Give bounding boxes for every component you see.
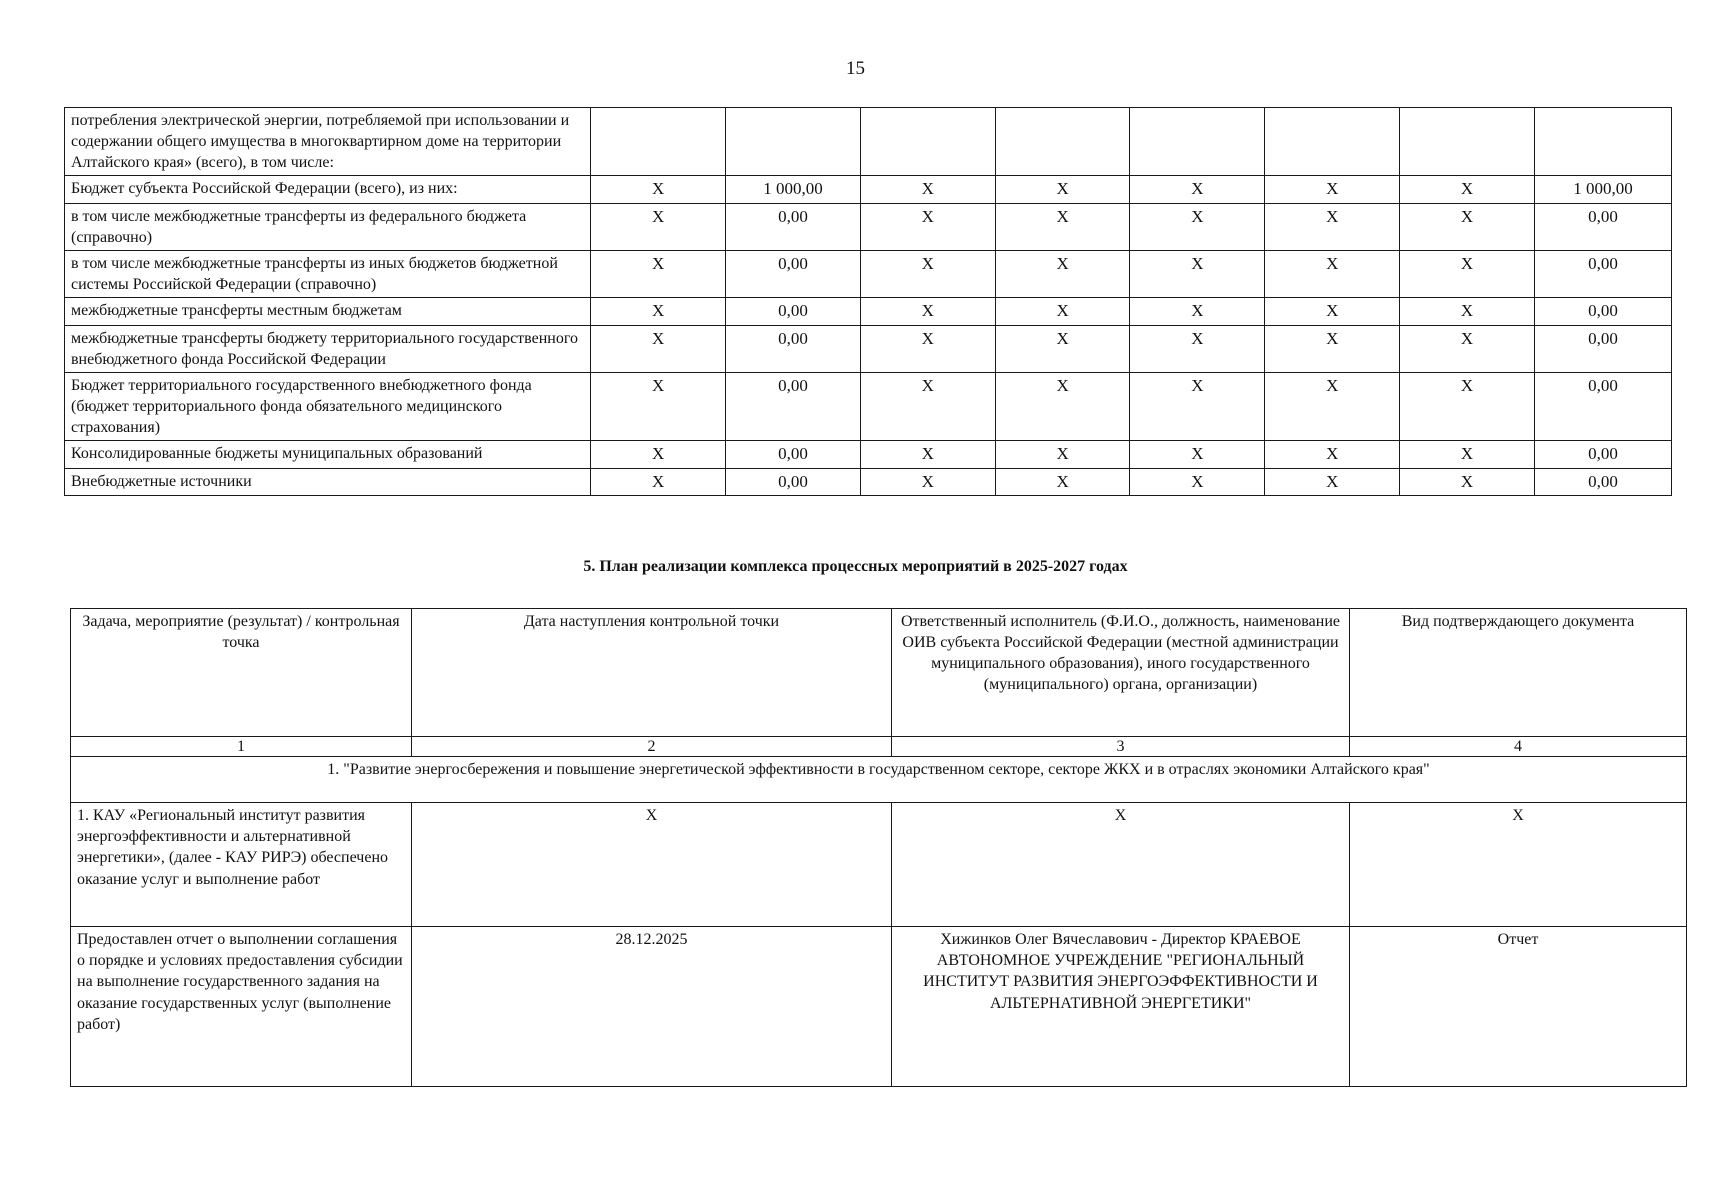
finance-row-label: Консолидированные бюджеты муниципальных образований <box>65 441 591 468</box>
finance-cell: 1 000,00 <box>1534 176 1671 203</box>
finance-cell: X <box>860 468 995 495</box>
finance-cell: 0,00 <box>726 203 861 250</box>
finance-row <box>65 468 1672 495</box>
finance-cell: X <box>1265 468 1400 495</box>
finance-cell: X <box>860 250 995 297</box>
finance-cell: X <box>1130 441 1265 468</box>
finance-cell: X <box>1400 176 1535 203</box>
finance-row-label: межбюджетные трансферты бюджету территориального государственного внебюджетного фонда Российской Федерации <box>65 325 591 372</box>
plan-task: Предоставлен отчет о выполнении соглашения о порядке и условиях предоставления субсидии на выполнение государственного задания на оказание государственных услуг (выполнение работ) <box>71 927 412 1087</box>
finance-cell: X <box>860 176 995 203</box>
finance-row <box>65 176 1672 203</box>
finance-cell: X <box>591 203 726 250</box>
finance-cell: X <box>860 325 995 372</box>
task-title: 1. "Развитие энергосбережения и повышение энергетической эффективности в государственном секторе, секторе ЖКХ и в отраслях экономики Алтайского края" <box>71 757 1687 803</box>
finance-cell: 0,00 <box>1534 250 1671 297</box>
page-number: 15 <box>846 58 865 79</box>
finance-cell: X <box>860 372 995 440</box>
finance-cell: 0,00 <box>1534 325 1671 372</box>
column-number: 4 <box>1350 737 1687 757</box>
finance-cell: 0,00 <box>726 468 861 495</box>
header-row <box>71 609 1687 737</box>
finance-cell: X <box>1400 468 1535 495</box>
finance-cell: X <box>591 250 726 297</box>
column-number: 1 <box>71 737 412 757</box>
finance-cell: X <box>1265 325 1400 372</box>
finance-cell: X <box>1130 298 1265 325</box>
finance-cell: X <box>1130 203 1265 250</box>
finance-row-label: Внебюджетные источники <box>65 468 591 495</box>
finance-cell: 0,00 <box>1534 298 1671 325</box>
finance-cell: 1 000,00 <box>726 176 861 203</box>
finance-cell: X <box>860 203 995 250</box>
finance-cell <box>726 108 861 176</box>
finance-cell: 0,00 <box>726 372 861 440</box>
finance-cell: X <box>1400 441 1535 468</box>
finance-cell: 0,00 <box>726 441 861 468</box>
finance-cell: X <box>995 298 1130 325</box>
header-document: Вид подтверждающего документа <box>1350 609 1687 737</box>
finance-cell: X <box>1400 372 1535 440</box>
column-number-row <box>71 737 1687 757</box>
finance-table <box>64 107 1672 496</box>
finance-cell: 0,00 <box>726 325 861 372</box>
finance-row <box>65 441 1672 468</box>
finance-row <box>65 372 1672 440</box>
finance-row-label: Бюджет субъекта Российской Федерации (всего), из них: <box>65 176 591 203</box>
plan-table <box>70 608 1687 1087</box>
finance-cell <box>860 108 995 176</box>
finance-cell: X <box>1265 441 1400 468</box>
finance-row-label: межбюджетные трансферты местным бюджетам <box>65 298 591 325</box>
finance-cell: X <box>995 372 1130 440</box>
finance-cell: X <box>591 372 726 440</box>
finance-cell <box>1534 108 1671 176</box>
finance-row <box>65 250 1672 297</box>
finance-cell: X <box>1400 250 1535 297</box>
finance-cell: X <box>1130 250 1265 297</box>
finance-cell: X <box>591 176 726 203</box>
finance-cell <box>1400 108 1535 176</box>
finance-cell: X <box>1400 203 1535 250</box>
finance-cell: 0,00 <box>1534 203 1671 250</box>
finance-row-label: в том числе межбюджетные трансферты из федерального бюджета (справочно) <box>65 203 591 250</box>
finance-cell: 0,00 <box>1534 468 1671 495</box>
column-number: 3 <box>892 737 1350 757</box>
section-title: 5. План реализации комплекса процессных мероприятий в 2025-2027 годах <box>583 558 1128 575</box>
finance-cell: X <box>1265 176 1400 203</box>
header-executor: Ответственный исполнитель (Ф.И.О., должность, наименование ОИВ субъекта Российской Федерации (местной администрации муниципального образования), иного государственного (муниципального) органа, организации) <box>892 609 1350 737</box>
finance-cell: 0,00 <box>726 298 861 325</box>
finance-cell: X <box>1130 468 1265 495</box>
finance-cell <box>591 108 726 176</box>
finance-row <box>65 108 1672 176</box>
finance-row <box>65 203 1672 250</box>
finance-cell: X <box>1130 176 1265 203</box>
finance-cell: 0,00 <box>726 250 861 297</box>
finance-cell: X <box>1400 298 1535 325</box>
finance-cell: 0,00 <box>1534 441 1671 468</box>
finance-cell: X <box>995 468 1130 495</box>
finance-cell <box>1130 108 1265 176</box>
finance-cell: X <box>1265 298 1400 325</box>
finance-cell: X <box>860 441 995 468</box>
finance-cell: X <box>1130 372 1265 440</box>
finance-cell <box>995 108 1130 176</box>
finance-cell: X <box>995 203 1130 250</box>
finance-row-label: потребления электрической энергии, потребляемой при использовании и содержании общего имущества в многоквартирном доме на территории Алтайского края» (всего), в том числе: <box>65 108 591 176</box>
finance-cell: X <box>591 325 726 372</box>
task-title-row <box>71 757 1687 803</box>
finance-cell: X <box>1265 203 1400 250</box>
plan-row <box>71 803 1687 927</box>
plan-document: X <box>1350 803 1687 927</box>
plan-date: X <box>412 803 892 927</box>
plan-row <box>71 927 1687 1087</box>
finance-cell: X <box>1400 325 1535 372</box>
finance-row <box>65 325 1672 372</box>
finance-cell: X <box>995 325 1130 372</box>
finance-row <box>65 298 1672 325</box>
finance-cell: X <box>995 250 1130 297</box>
finance-cell <box>1265 108 1400 176</box>
plan-date: 28.12.2025 <box>412 927 892 1087</box>
finance-cell: X <box>591 298 726 325</box>
plan-executor: X <box>892 803 1350 927</box>
finance-cell: X <box>1265 250 1400 297</box>
finance-cell: 0,00 <box>1534 372 1671 440</box>
header-date: Дата наступления контрольной точки <box>412 609 892 737</box>
finance-row-label: в том числе межбюджетные трансферты из иных бюджетов бюджетной системы Российской Федерации (справочно) <box>65 250 591 297</box>
plan-document: Отчет <box>1350 927 1687 1087</box>
plan-executor: Хижинков Олег Вячеславович - Директор КРАЕВОЕ АВТОНОМНОЕ УЧРЕЖДЕНИЕ "РЕГИОНАЛЬНЫЙ ИНСТИТУТ РАЗВИТИЯ ЭНЕРГОЭФФЕКТИВНОСТИ И АЛЬТЕРНАТИВНОЙ ЭНЕРГЕТИКИ" <box>892 927 1350 1087</box>
finance-cell: X <box>1130 325 1265 372</box>
header-task: Задача, мероприятие (результат) / контрольная точка <box>71 609 412 737</box>
finance-row-label: Бюджет территориального государственного внебюджетного фонда (бюджет территориального фонда обязательного медицинского страхования) <box>65 372 591 440</box>
finance-cell: X <box>995 441 1130 468</box>
finance-cell: X <box>1265 372 1400 440</box>
finance-cell: X <box>995 176 1130 203</box>
finance-cell: X <box>591 441 726 468</box>
finance-cell: X <box>860 298 995 325</box>
column-number: 2 <box>412 737 892 757</box>
finance-cell: X <box>591 468 726 495</box>
plan-task: 1. КАУ «Региональный институт развития энергоэффективности и альтернативной энергетики», (далее - КАУ РИРЭ) обеспечено оказание услуг и выполнение работ <box>71 803 412 927</box>
